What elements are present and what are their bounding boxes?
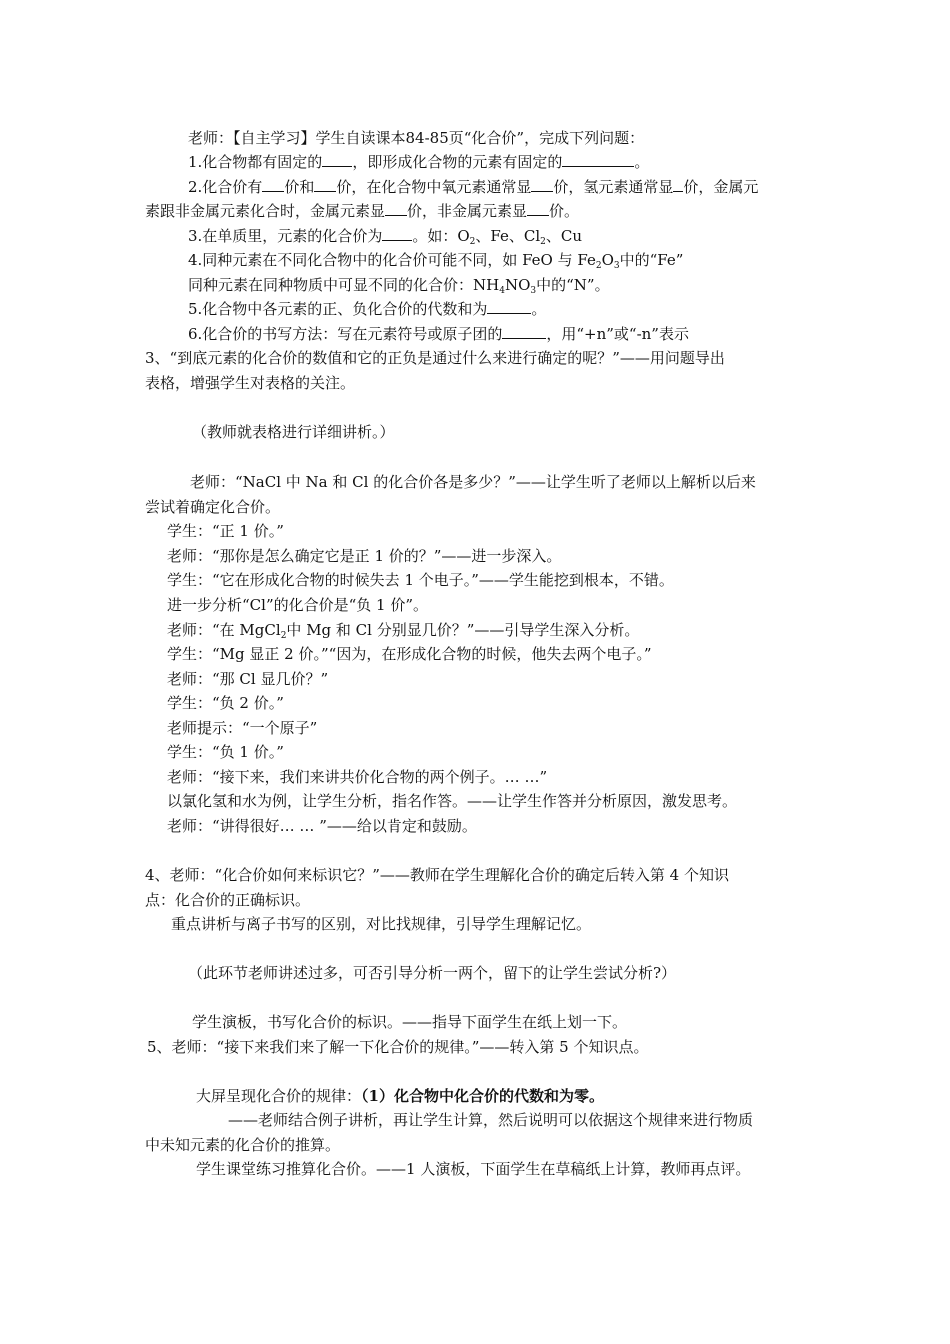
q2-text-a: 2.化合价有 [188, 178, 263, 196]
subscript: 2 [595, 261, 602, 271]
blank [487, 299, 531, 314]
question-6 [188, 324, 689, 344]
blank [385, 201, 407, 216]
question-5 [188, 299, 546, 319]
dialog-line-7-a: 老师：“在 MgCl [167, 621, 281, 639]
q4-text-c: 中的“Fe” [619, 251, 684, 269]
q3-text-a: 3.在单质里，元素的化合价为 [188, 227, 383, 245]
q2-text-g: 价，非金属元素显 [407, 202, 528, 220]
rule-heading-text: 大屏呈现化合价的规律： [196, 1087, 362, 1105]
rule-line-4: 学生课堂练习推算化合价。——1 人演板，下面学生在草稿纸上计算，教师再点评。 [196, 1160, 751, 1178]
rule-line-3: 中未知元素的化合价的推算。 [145, 1136, 341, 1154]
dialog-line-13: 老师：“接下来，我们来讲共价化合物的两个例子。… …” [167, 768, 548, 786]
intro-line: 老师：【自主学习】学生自读课本84-85页“化合价”，完成下列问题： [188, 129, 645, 147]
blank [673, 177, 683, 192]
q3-text-b: 。如：O [412, 227, 470, 245]
blank [314, 177, 336, 192]
dialog-line-15: 老师：“讲得很好… … ”——给以肯定和鼓励。 [167, 817, 477, 835]
dialog-line-7-b: 中 Mg 和 Cl 分别显几价？”——引导学生深入分析。 [286, 621, 640, 639]
q4b-text-b: NO [504, 276, 531, 294]
section-3-line-2: 表格，增强学生对表格的关注。 [145, 374, 356, 392]
q4b-text-a: 同种元素在同种物质中可显不同的化合价：NH [188, 276, 500, 294]
dialog-line-5: 学生：“它在形成化合物的时候失去 1 个电子。”——学生能挖到根本，不错。 [167, 571, 674, 589]
dialog-line-9: 老师：“那 Cl 显几价？” [167, 670, 329, 688]
blank [502, 324, 546, 339]
subscript: 3 [530, 286, 537, 296]
section-4-line-3: 重点讲析与离子书写的区别，对比找规律，引导学生理解记忆。 [171, 915, 592, 933]
question-4 [188, 250, 683, 270]
teacher-note-1: （教师就表格进行详细讲析。） [192, 423, 395, 441]
rule-heading [196, 1086, 604, 1106]
subscript: 3 [613, 261, 620, 271]
subscript: 4 [499, 286, 505, 296]
q6-text-a: 6.化合价的书写方法：写在元素符号或原子团的 [188, 325, 503, 343]
question-4-b [188, 275, 610, 295]
q3-text-c: 、Fe、Cl [475, 227, 541, 245]
question-2-line-2 [145, 201, 579, 221]
dialog-line-10: 学生：“负 2 价。” [167, 694, 284, 712]
subscript: 2 [540, 237, 546, 247]
q2-text-h: 价。 [549, 202, 580, 220]
q2-text-f: 素跟非金属元素化合时，金属元素显 [145, 202, 386, 220]
blank [382, 226, 412, 241]
dialog-line-11: 老师提示：“一个原子” [167, 719, 318, 737]
dialog-line-3: 学生：“正 1 价。” [167, 522, 284, 540]
q4b-text-c: 中的“N”。 [536, 276, 610, 294]
q4-text-a: 4.同种元素在不同化合物中的化合价可能不同，如 FeO 与 Fe [188, 251, 596, 269]
dialog-line-7 [167, 620, 639, 640]
blank [262, 177, 284, 192]
subscript: 2 [280, 631, 287, 641]
blank [527, 201, 549, 216]
rule-heading-bold: （1）化合物中化合价的代数和为零。 [361, 1087, 604, 1105]
q4-text-b: O [601, 251, 614, 269]
subscript: 2 [469, 237, 476, 247]
dialog-line-14: 以氯化氢和水为例，让学生分析，指名作答。——让学生作答并分析原因，激发思考。 [167, 792, 738, 810]
section-3-line-1: 3、“到底元素的化合价的数值和它的正负是通过什么来进行确定的呢？”——用问题导出 [145, 349, 725, 367]
q5-text-a: 5.化合物中各元素的正、负化合价的代数和为 [188, 300, 488, 318]
q2-text-c: 价，在化合物中氧元素通常显 [336, 178, 532, 196]
section-4-line-1: 4、老师：“化合价如何来标识它？”——教师在学生理解化合价的确定后转入第 4 个知识 [145, 866, 729, 884]
q1-text-b: ，即形成化合物的元素有固定的 [352, 153, 563, 171]
question-3 [188, 226, 582, 246]
dialog-line-2: 尝试着确定化合价。 [145, 498, 281, 516]
blank [322, 152, 352, 167]
dialog-line-6: 进一步分析“Cl”的化合价是“负 1 价”。 [167, 596, 429, 614]
q5-text-b: 。 [531, 300, 547, 318]
q1-text-a: 1.化合物都有固定的 [188, 153, 323, 171]
dialog-line-4: 老师：“那你是怎么确定它是正 1 价的？”——进一步深入。 [167, 547, 562, 565]
blank [562, 152, 634, 167]
q2-text-b: 价和 [284, 178, 315, 196]
q1-text-c: 。 [634, 153, 650, 171]
dialog-line-8: 学生：“Mg 显正 2 价。”“因为，在形成化合物的时候，他失去两个电子。” [167, 645, 652, 663]
section-4-line-2: 点：化合价的正确标识。 [145, 891, 311, 909]
q2-text-d: 价，氢元素通常显 [553, 178, 674, 196]
dialog-line-12: 学生：“负 1 价。” [167, 743, 284, 761]
rule-line-2: ——老师结合例子讲析，再让学生计算，然后说明可以依据这个规律来进行物质 [228, 1111, 754, 1129]
q2-text-e: 价，金属元 [683, 178, 759, 196]
blank [531, 177, 553, 192]
q6-text-b: ，用“+n”或“-n”表示 [546, 325, 689, 343]
section-5: 5、老师：“接下来我们来了解一下化合价的规律。”——转入第 5 个知识点。 [147, 1038, 649, 1056]
question-1 [188, 152, 649, 172]
question-2-line-1 [188, 177, 758, 197]
board-activity: 学生演板，书写化合价的标识。——指导下面学生在纸上划一下。 [192, 1013, 628, 1031]
dialog-line-1: 老师：“NaCl 中 Na 和 Cl 的化合价各是多少？”——让学生听了老师以上解析以后来 [190, 473, 756, 491]
teacher-note-2: （此环节老师讲述过多，可否引导分析一两个，留下的让学生尝试分析?） [188, 964, 677, 982]
q3-text-d: 、Cu [545, 227, 582, 245]
